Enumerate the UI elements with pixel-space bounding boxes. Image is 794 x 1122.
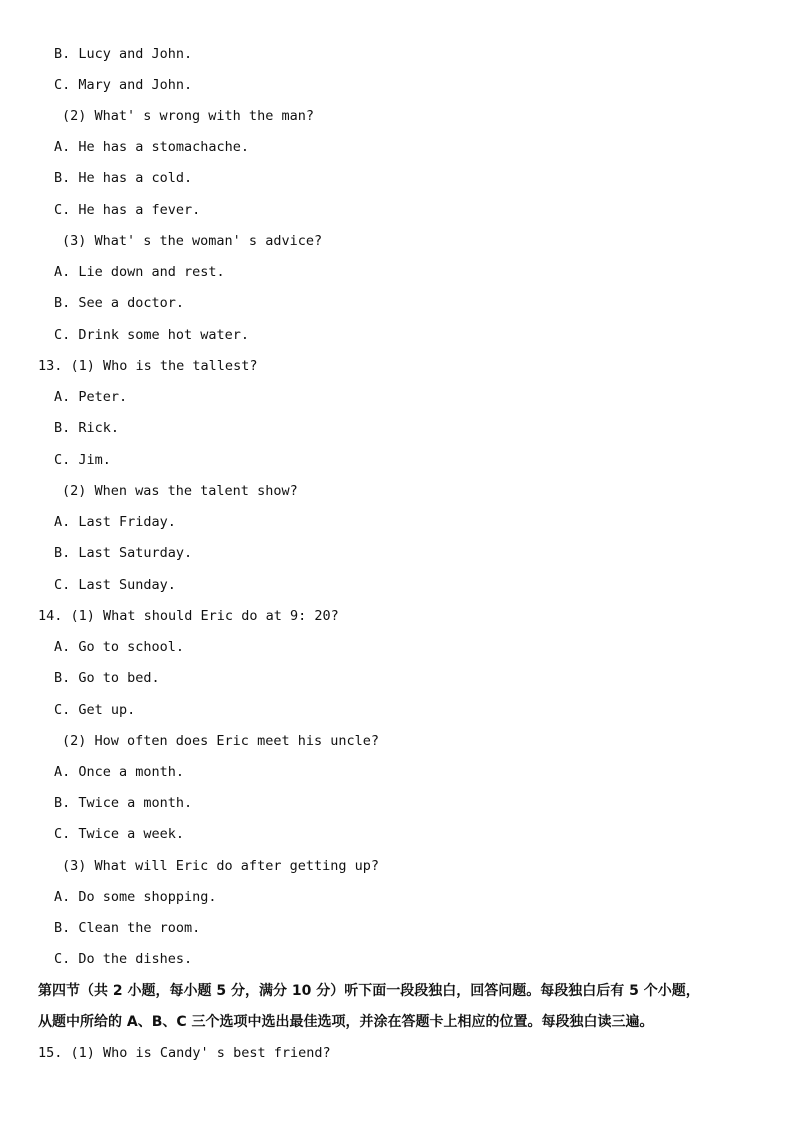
- option-c-twice-a-week: C. Twice a week.: [54, 826, 185, 842]
- question-12-2: (2) What' s wrong with the man?: [62, 108, 314, 124]
- option-b-twice-a-month: B. Twice a month.: [54, 795, 193, 811]
- option-b-see-doctor: B. See a doctor.: [54, 295, 185, 311]
- question-13-1: 13. (1) Who is the tallest?: [38, 358, 258, 374]
- option-c-last-sunday: C. Last Sunday.: [54, 577, 176, 593]
- section-4-instructions-line-1: 第四节（共 2 小题，每小题 5 分，满分 10 分）听下面一段段独白，回答问题。每段独白后有 5 个小题，: [38, 983, 700, 999]
- option-b-go-to-bed: B. Go to bed.: [54, 670, 160, 686]
- option-a-lie-down: A. Lie down and rest.: [54, 264, 225, 280]
- question-14-3: (3) What will Eric do after getting up?: [62, 858, 379, 874]
- option-a-stomachache: A. He has a stomachache.: [54, 139, 250, 155]
- question-13-2: (2) When was the talent show?: [62, 483, 298, 499]
- option-b-cold: B. He has a cold.: [54, 170, 193, 186]
- option-c-fever: C. He has a fever.: [54, 202, 201, 218]
- option-c-get-up: C. Get up.: [54, 702, 136, 718]
- option-c-jim: C. Jim.: [54, 452, 111, 468]
- question-12-3: (3) What' s the woman' s advice?: [62, 233, 323, 249]
- question-14-2: (2) How often does Eric meet his uncle?: [62, 733, 379, 749]
- option-c-mary-john: C. Mary and John.: [54, 77, 193, 93]
- option-b-last-saturday: B. Last Saturday.: [54, 545, 193, 561]
- option-a-last-friday: A. Last Friday.: [54, 514, 176, 530]
- question-14-1: 14. (1) What should Eric do at 9: 20?: [38, 608, 339, 624]
- option-c-do-dishes: C. Do the dishes.: [54, 951, 193, 967]
- option-b-clean-room: B. Clean the room.: [54, 920, 201, 936]
- option-a-once-a-month: A. Once a month.: [54, 764, 185, 780]
- option-a-do-shopping: A. Do some shopping.: [54, 889, 217, 905]
- question-15-1: 15. (1) Who is Candy' s best friend?: [38, 1045, 331, 1061]
- option-b-rick: B. Rick.: [54, 420, 120, 436]
- option-b-lucy-john: B. Lucy and John.: [54, 46, 193, 62]
- section-4-instructions-line-2: 从题中所给的 A、B、C 三个选项中选出最佳选项，并涂在答题卡上相应的位置。每段独白读三遍。: [38, 1014, 654, 1030]
- option-a-go-to-school: A. Go to school.: [54, 639, 185, 655]
- option-c-hot-water: C. Drink some hot water.: [54, 327, 250, 343]
- option-a-peter: A. Peter.: [54, 389, 128, 405]
